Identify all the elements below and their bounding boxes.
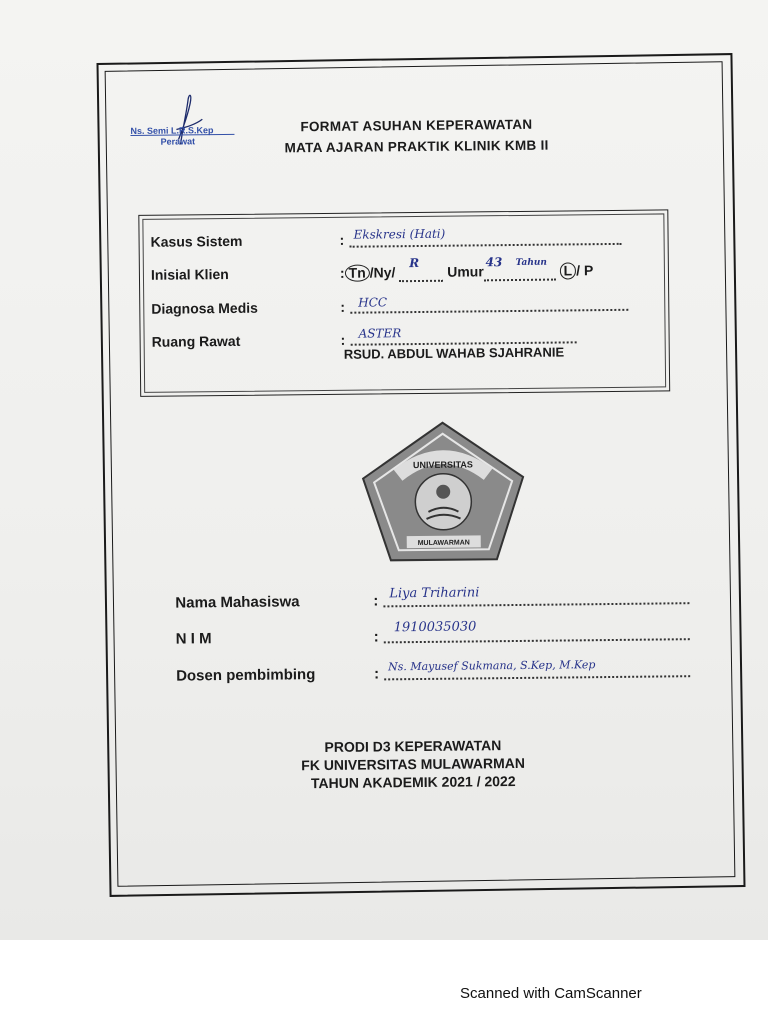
- tahun-value: Tahun: [515, 257, 548, 268]
- hospital-name: RSUD. ABDUL WAHAB SJAHRANIE: [343, 344, 565, 362]
- dosen-dotted-line: [384, 675, 690, 680]
- diagnosa-colon: :: [340, 298, 346, 315]
- umur-value: 43: [485, 255, 503, 270]
- footer-faculty: FK UNIVERSITAS MULAWARMAN: [301, 754, 526, 774]
- umur-dots: [484, 255, 556, 282]
- header-subtitle: MATA AJARAN PRAKTIK KLINIK KMB II: [284, 137, 549, 156]
- dosen-value: Ns. Mayusef Sukmana, S.Kep, M.Kep: [387, 658, 596, 674]
- l-circled: L: [560, 262, 577, 279]
- kasus-label: Kasus Sistem: [150, 232, 243, 250]
- kasus-value: Ekskresi (Hati): [353, 226, 446, 242]
- nim-value: 1910035030: [393, 619, 477, 636]
- nama-label: Nama Mahasiswa: [175, 593, 300, 612]
- nama-dotted-line: [383, 602, 689, 607]
- nama-value: Liya Triharini: [389, 585, 480, 602]
- nim-colon: :: [373, 628, 379, 646]
- ruang-value: ASTER: [358, 326, 402, 341]
- nama-colon: :: [373, 592, 379, 610]
- inisial-label: Inisial Klien: [150, 265, 229, 283]
- footer-academic-year: TAHUN AKADEMIK 2021 / 2022: [310, 773, 516, 792]
- nurse-stamp: [130, 117, 240, 158]
- diagnosa-value: HCC: [358, 295, 388, 310]
- logo-bottom-text: MULAWARMAN: [417, 539, 470, 548]
- stamp-name: Ns. Semi L.R.S.Kep: [130, 125, 214, 137]
- ruang-label: Ruang Rawat: [151, 332, 241, 350]
- tn-circled: Tn: [345, 265, 370, 282]
- dosen-colon: :: [374, 665, 380, 683]
- case-info-box: [138, 209, 670, 397]
- document-header: [246, 113, 586, 159]
- document-footer: [253, 735, 574, 792]
- nim-label: N I M: [175, 630, 212, 648]
- p-label: / P: [576, 262, 594, 279]
- header-title: FORMAT ASUHAN KEPERAWATAN: [300, 116, 533, 135]
- inisial-line: : Tn /Ny/ R Umur 43 Tahun L / P: [339, 255, 594, 281]
- dosen-label: Dosen pembimbing: [176, 666, 316, 685]
- diagnosa-label: Diagnosa Medis: [151, 299, 258, 317]
- university-logo: [357, 419, 529, 566]
- footer-program: PRODI D3 KEPERAWATAN: [324, 737, 502, 756]
- ruang-colon: :: [340, 331, 346, 348]
- nim-dotted-line: [384, 638, 690, 643]
- ny-label: /Ny/: [369, 264, 396, 281]
- umur-label: Umur: [447, 263, 484, 280]
- inisial-value: R: [409, 255, 420, 271]
- kasus-colon: :: [339, 231, 345, 248]
- camscanner-watermark: Scanned with CamScanner: [460, 985, 642, 1002]
- logo-top-text: UNIVERSITAS: [412, 459, 473, 471]
- inisial-dots: [399, 255, 443, 282]
- stamp-role: Perawat: [160, 136, 196, 147]
